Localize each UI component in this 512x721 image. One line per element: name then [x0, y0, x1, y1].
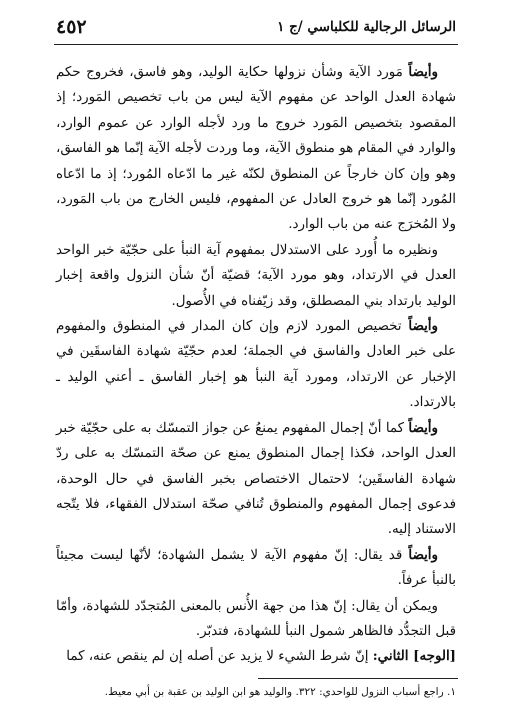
page-header — [56, 14, 456, 40]
header-rule — [54, 44, 458, 45]
paragraph — [56, 543, 456, 594]
paragraph-text: ونظيره ما أُورد على الاستدلال بمفهوم آية النبأ على حجّيّة خبر الواحد العدل في الارتداد، وهو مورد الآية؛ قضيّة أنّ شأن النزول واقعة إخبار الوليد بارتداد بني المصطلق، وقد زيّفناه في الأُصول. — [56, 242, 456, 309]
paragraph-text: إنّ شرط الشيء لا يزيد عن أصله إن لم ينقص عنه، كما — [66, 649, 373, 665]
paragraph-text: قد يقال: إنّ مفهوم الآية لا يشمل الشهادة؛ لأنّها ليست مجيئاً بالنبأ عرفاً. — [56, 547, 456, 589]
paragraph — [56, 60, 456, 238]
paragraph-lead: وأيضاً — [408, 546, 438, 563]
running-title: الرسائل الرجالية للكلباسي /ج ١ — [277, 19, 456, 35]
paragraph-text: ويمكن أن يقال: إنّ هذا من جهة الأُنس بالمعنى المُتجدّد للشهادة، وأمّا قبل التجدُّد فالظاهر شمول النبأ للشهادة، فتدبّر. — [56, 598, 456, 639]
footnote-rule — [258, 678, 458, 679]
paragraph-lead: وأيضاً — [408, 64, 438, 80]
paragraph — [56, 238, 456, 314]
paragraph-text: مَورد الآية وشأن نزولها حكاية الوليد، وهو فاسق، فخروج حكم شهادة العدل الواحد عن مفهوم الآية ليس من باب تخصيص المَورد؛ إذ المقصود بتخصيص المَورد خروج ما ورد لأجله الوارد عن عموم الوارد، والوارد في المقام هو منطوق الآية، وما وردت لأجله الآية إنّما هو الفاسق، وهو وإن كان خارجاً عن المنطوق لكنّه غير ما ادّعاه المُورد؛ إذ ما ادّعاه المُورد إنّما هو خروج العادل عن المفهوم، فليس الخارج من باب المَورد، ولا المُخرَج عنه من باب الوارد. — [56, 65, 456, 233]
paragraph-lead: [الوجه] الثاني: — [372, 648, 456, 665]
paragraph-text: كما أنّ إجمال المفهوم يمنعُ عن جواز التمسّك به على حجّيّة خبر العدل الواحد، فكذا إجمال المنطوق يمنع عن صحّة التمسّك به على ردّ شهادة الفاسقَين؛ لاحتمال الاختصاص بخبر الفاسق في حال الوحدة، فدعوى إجمال المفهوم والمنطوق تُنافي صحّة استدلال الفقهاء، فلا يتّجه الاستناد إليه. — [56, 420, 456, 538]
paragraph — [56, 314, 456, 416]
paragraph-lead: وأيضاً — [408, 419, 438, 436]
paragraph — [56, 644, 456, 669]
body-text — [56, 60, 456, 670]
paragraph-text: تخصيص المورد لازم وإن كان المدار في المنطوق والمفهوم على خبر العادل والفاسق في الجملة؛ لعدم حجّيّة شهادة الفاسقَين في الإخبار عن الارتداد، ومورد آية النبأ هو إخبار الفاسق ـ أعني الوليد ـ بالارتداد. — [56, 319, 456, 411]
page-number: ٤٥٢ — [56, 16, 87, 38]
paragraph — [56, 416, 456, 543]
paragraph — [56, 594, 456, 645]
paragraph-lead: وأيضاً — [408, 318, 438, 335]
footnote: ١. راجع أسباب النزول للواحدي: ٣٢٢. والوليد هو ابن الوليد بن عقبة بن أبي معيط. — [104, 686, 456, 698]
